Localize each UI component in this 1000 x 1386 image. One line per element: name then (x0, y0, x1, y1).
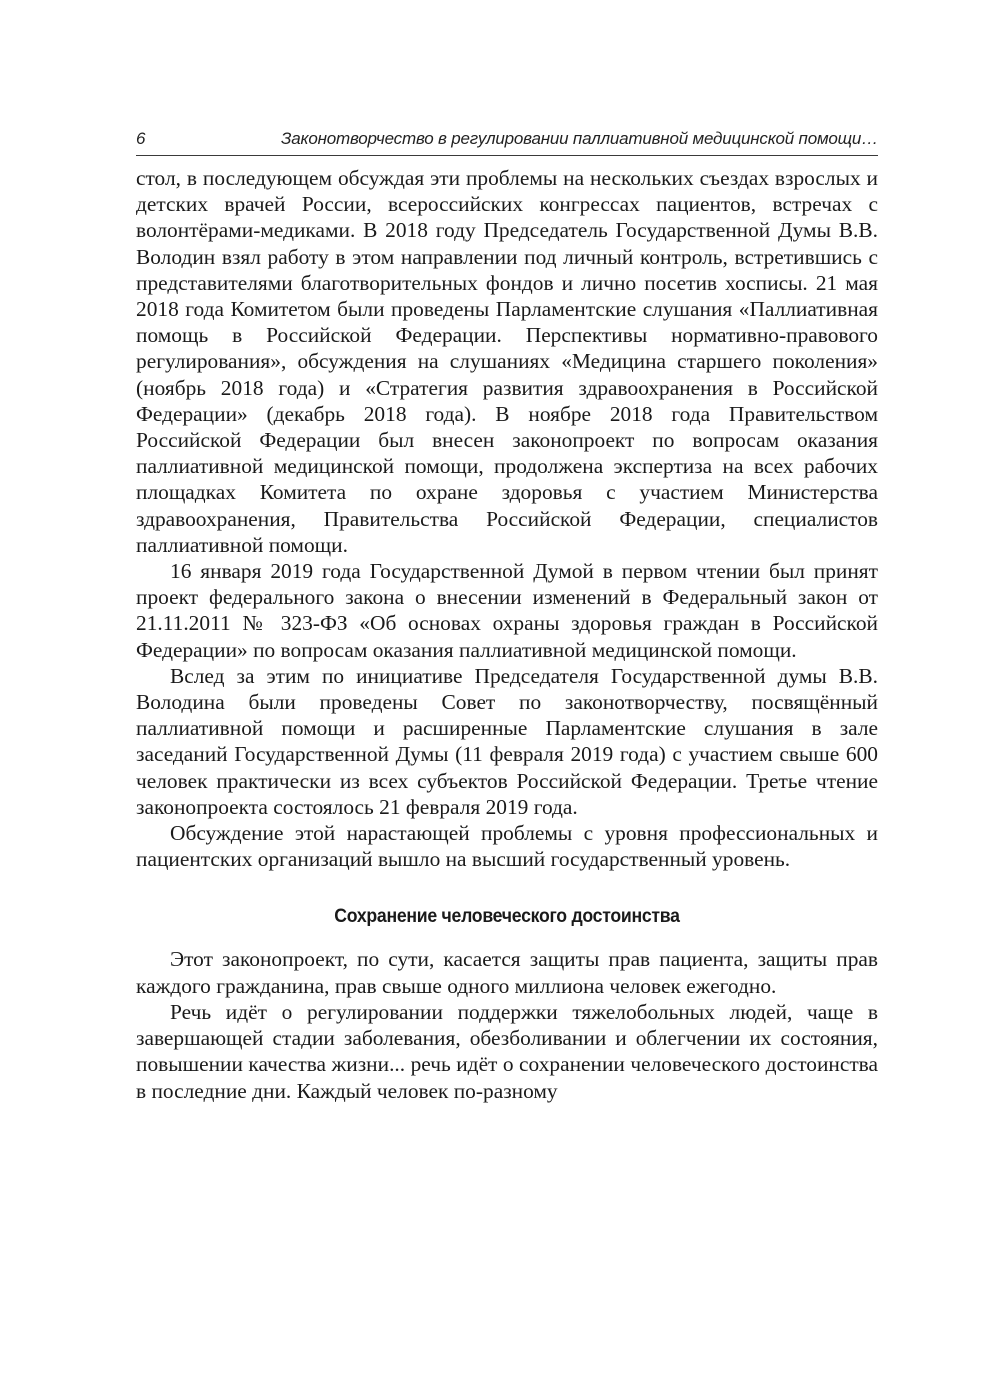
paragraph-continued: стол, в последующем обсуждая эти проблемы на нескольких съездах взрослых и детских врачей России, всероссийских конгрессах пациентов, встречах с волонтёрами-медиками. В 2018 году Председатель Государственной Думы В.В. Володин взял работу в этом направлении под личный контроль, встретившись с представителями благотворительных фондов и лично посетив хосписы. 21 мая 2018 года Комитетом были проведены Парламентские слушания «Паллиативная помощь в Российской Федерации. Перспективы нормативно-правового регулирования», обсуждения на слушаниях «Медицина старшего поколения» (ноябрь 2018 года) и «Стратегия развития здравоохранения в Российской Федерации» (декабрь 2018 года). В ноябре 2018 года Правительством Российской Федерации был внесен законопроект по вопросам оказания паллиативной медицинской помощи, продолжена экспертиза на всех рабочих площадках Комитета по охране здоровья с участием Министерства здравоохранения, Правительства Российской Федерации, специалистов паллиативной помощи. (136, 166, 878, 557)
body-text (136, 165, 878, 1104)
running-header (136, 128, 878, 156)
paragraph-bill: Этот законопроект, по сути, касается защиты прав пациента, защиты прав каждого гражданина, прав свыше одного миллиона человек ежегодно. (136, 947, 878, 998)
running-title: Законотворчество в регулировании паллиативной медицинской помощи… (281, 129, 878, 148)
paragraph-discussion: Обсуждение этой нарастающей проблемы с уровня профессиональных и пациентских организаций вышло на высший государственный уровень. (136, 821, 878, 872)
paragraph-dignity: Речь идёт о регулировании поддержки тяжелобольных людей, чаще в завершающей стадии заболевания, обезболивании и облегчении их состояния, повышении качества жизни... речь идёт о сохранении человеческого достоинства в последние дни. Каждый человек по-разному (136, 999, 878, 1103)
book-page (136, 128, 878, 1104)
page-number: 6 (136, 129, 146, 148)
paragraph-council: Вслед за этим по инициативе Председателя Государственной думы В.В. Володина были проведены Совет по законотворчеству, посвящённый паллиативной помощи и расширенные Парламентские слушания в зале заседаний Государственной Думы (11 февраля 2019 года) с участием свыше 600 человек практически из всех субъектов Российской Федерации. Третье чтение законопроекта состоялось 21 февраля 2019 года. (136, 663, 878, 819)
section-heading: Сохранение человеческого достоинства (334, 906, 680, 928)
paragraph-first-reading: 16 января 2019 года Государственной Думой в первом чтении был принят проект федерального закона о внесении изменений в Федеральный закон от 21.11.2011 № 323-ФЗ «Об основах охраны здоровья граждан в Российской Федерации» по вопросам оказания паллиативной медицинской помощи. (136, 559, 878, 662)
